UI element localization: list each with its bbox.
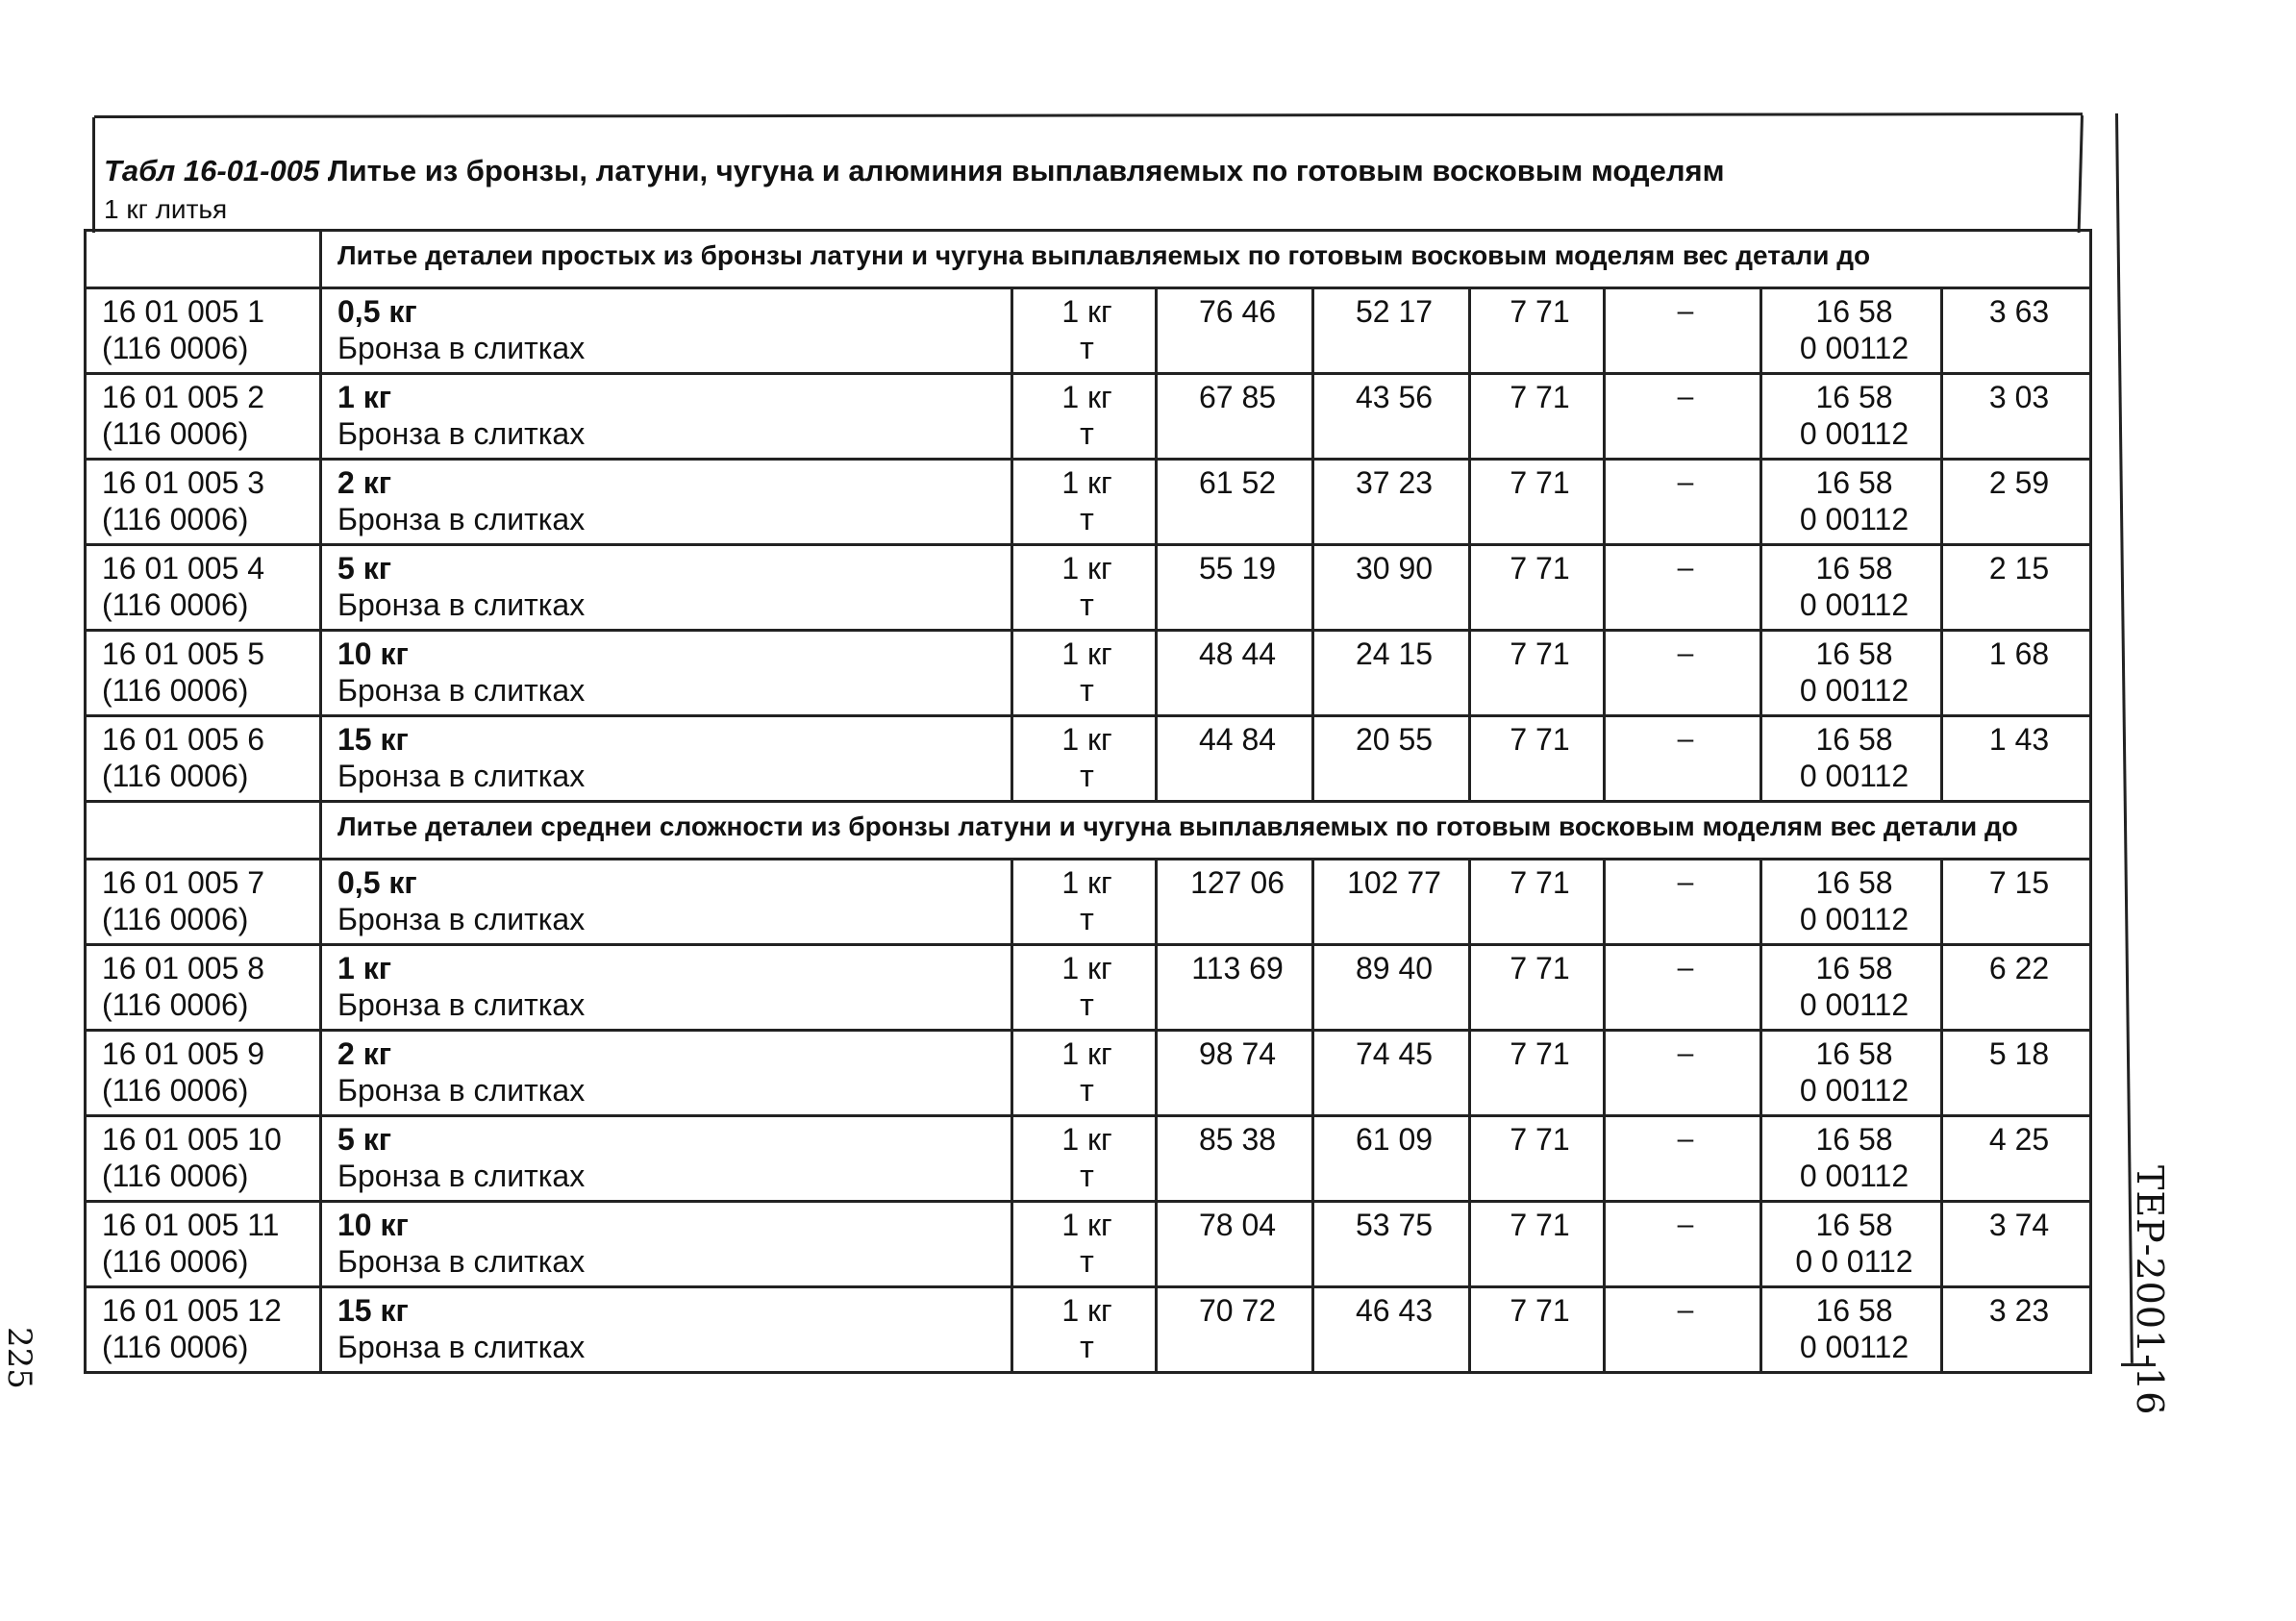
- measure-unit: 1 кг: [1061, 551, 1112, 586]
- value-v5: 16 58: [1815, 951, 1893, 985]
- material-name: Бронза в слитках: [337, 902, 586, 936]
- value-cell-v3: [1470, 1031, 1605, 1116]
- unit-cell: [1012, 631, 1157, 716]
- document-code: ТЕР-2001-16: [2129, 1165, 2171, 1416]
- rates-table-body: [86, 231, 2091, 1373]
- value-cell-v1: [1157, 860, 1313, 945]
- value-v4: –: [1677, 381, 1694, 412]
- value-cell-v6: [1942, 716, 2091, 802]
- rate-code-cell: [86, 945, 321, 1031]
- frame-right-line: [2078, 115, 2084, 233]
- value-cell-v2: [1313, 1116, 1470, 1202]
- material-name: Бронза в слитках: [337, 587, 586, 622]
- value-cell-v1: [1157, 288, 1313, 374]
- material-unit: т: [1080, 673, 1094, 708]
- part-weight: 1 кг: [337, 380, 392, 414]
- value-cell-v3: [1470, 545, 1605, 631]
- work-name-cell: [321, 1202, 1012, 1287]
- material-unit: т: [1080, 502, 1094, 536]
- rate-code-cell: [86, 1116, 321, 1202]
- value-v4: –: [1677, 1037, 1694, 1069]
- value-v6: 3 74: [1988, 1208, 2050, 1242]
- work-name-cell: [321, 945, 1012, 1031]
- unit-cell: [1012, 288, 1157, 374]
- value-cell-v6: [1942, 945, 2091, 1031]
- material-name: Бронза в слитках: [337, 673, 586, 708]
- material-name: Бронза в слитках: [337, 1330, 586, 1364]
- value-cell-v2: [1313, 716, 1470, 802]
- work-name-cell: [321, 545, 1012, 631]
- table-row: [86, 945, 2091, 1031]
- material-unit: т: [1080, 331, 1094, 365]
- value-v2: 46 43: [1355, 1293, 1434, 1328]
- part-weight: 15 кг: [337, 722, 409, 757]
- value-cell-v2: [1313, 1202, 1470, 1287]
- value-cell-v3: [1470, 1202, 1605, 1287]
- value-cell-v4: [1605, 1116, 1761, 1202]
- unit-cell: [1012, 945, 1157, 1031]
- value-v6: 7 15: [1988, 865, 2050, 900]
- work-name-cell: [321, 716, 1012, 802]
- table-row: [86, 1031, 2091, 1116]
- unit-cell: [1012, 374, 1157, 460]
- material-quantity: 0 00112: [1799, 1159, 1909, 1193]
- measure-unit: 1 кг: [1061, 722, 1112, 757]
- value-cell-v4: [1605, 1202, 1761, 1287]
- material-quantity: 0 00112: [1799, 673, 1909, 708]
- value-cell-v1: [1157, 945, 1313, 1031]
- value-v3: 7 71: [1510, 1208, 1570, 1242]
- value-cell-v4: [1605, 374, 1761, 460]
- table-row: [86, 1202, 2091, 1287]
- value-v2: 37 23: [1355, 465, 1434, 500]
- value-v3: 7 71: [1510, 294, 1570, 329]
- measurement-unit: 1 кг литья: [104, 194, 228, 224]
- material-quantity: 0 00112: [1799, 1073, 1909, 1108]
- unit-cell: [1012, 1202, 1157, 1287]
- resource-code: (116 0006): [102, 502, 249, 536]
- section-header: Литье деталеи среднеи сложности из бронзы латуни и чугуна выплавляемых по готовым восковым моделям вес детали до: [321, 802, 2091, 860]
- resource-code: (116 0006): [102, 902, 249, 936]
- value-v3: 7 71: [1510, 636, 1570, 671]
- frame-top-line: [94, 112, 2083, 118]
- value-cell-v3: [1470, 1287, 1605, 1373]
- work-name-cell: [321, 460, 1012, 545]
- resource-code: (116 0006): [102, 1073, 249, 1108]
- value-cell-v6: [1942, 460, 2091, 545]
- material-unit: т: [1080, 987, 1094, 1022]
- value-v3: 7 71: [1510, 1122, 1570, 1157]
- rate-code: 16 01 005 2: [102, 380, 265, 414]
- value-v5: 16 58: [1815, 865, 1893, 900]
- work-name-cell: [321, 288, 1012, 374]
- value-v2: 89 40: [1355, 951, 1434, 985]
- measure-unit: 1 кг: [1061, 865, 1112, 900]
- value-cell-v3: [1470, 1116, 1605, 1202]
- rate-code: 16 01 005 8: [102, 951, 265, 985]
- value-cell-v5: [1761, 288, 1942, 374]
- value-cell-v6: [1942, 288, 2091, 374]
- value-v1: 85 38: [1198, 1122, 1277, 1157]
- resource-code: (116 0006): [102, 673, 249, 708]
- unit-cell: [1012, 1116, 1157, 1202]
- measure-unit: 1 кг: [1061, 1122, 1112, 1157]
- table-row: [86, 460, 2091, 545]
- value-cell-v3: [1470, 374, 1605, 460]
- work-name-cell: [321, 1287, 1012, 1373]
- value-cell-v5: [1761, 1116, 1942, 1202]
- table-row: [86, 288, 2091, 374]
- value-v1: 61 52: [1198, 465, 1277, 500]
- value-v5: 16 58: [1815, 1122, 1893, 1157]
- rates-table: [84, 229, 2092, 1374]
- value-cell-v1: [1157, 631, 1313, 716]
- value-v3: 7 71: [1510, 951, 1570, 985]
- rate-code: 16 01 005 1: [102, 294, 265, 329]
- value-cell-v5: [1761, 1202, 1942, 1287]
- value-v5: 16 58: [1815, 294, 1893, 329]
- rate-code-cell: [86, 631, 321, 716]
- value-cell-v5: [1761, 1031, 1942, 1116]
- value-v6: 3 23: [1988, 1293, 2050, 1328]
- value-cell-v4: [1605, 860, 1761, 945]
- page-number: 225: [0, 1327, 38, 1389]
- material-unit: т: [1080, 1330, 1094, 1364]
- value-v4: –: [1677, 552, 1694, 584]
- value-v1: 48 44: [1198, 636, 1277, 671]
- unit-cell: [1012, 860, 1157, 945]
- frame-left-line: [92, 117, 95, 233]
- measure-unit: 1 кг: [1061, 380, 1112, 414]
- value-v3: 7 71: [1510, 551, 1570, 586]
- value-v5: 16 58: [1815, 380, 1893, 414]
- value-cell-v3: [1470, 945, 1605, 1031]
- value-v5: 16 58: [1815, 636, 1893, 671]
- value-cell-v5: [1761, 860, 1942, 945]
- rate-code: 16 01 005 4: [102, 551, 265, 586]
- value-v6: 1 68: [1988, 636, 2050, 671]
- measure-unit: 1 кг: [1061, 951, 1112, 985]
- part-weight: 10 кг: [337, 1208, 409, 1242]
- value-cell-v4: [1605, 288, 1761, 374]
- part-weight: 0,5 кг: [337, 294, 417, 329]
- value-v3: 7 71: [1510, 465, 1570, 500]
- measure-unit: 1 кг: [1061, 636, 1112, 671]
- measure-unit: 1 кг: [1061, 465, 1112, 500]
- value-v6: 3 03: [1988, 380, 2050, 414]
- section-header: Литье деталеи простых из бронзы латуни и чугуна выплавляемых по готовым восковым моделям вес детали до: [321, 231, 2091, 288]
- rate-code-cell: [86, 1031, 321, 1116]
- rate-code: 16 01 005 3: [102, 465, 265, 500]
- value-cell-v2: [1313, 374, 1470, 460]
- material-name: Бронза в слитках: [337, 331, 586, 365]
- work-name-cell: [321, 631, 1012, 716]
- value-v1: 67 85: [1198, 380, 1277, 414]
- table-title: [104, 154, 1725, 188]
- value-v1: 98 74: [1198, 1036, 1277, 1071]
- value-v4: –: [1677, 1123, 1694, 1155]
- part-weight: 0,5 кг: [337, 865, 417, 900]
- value-cell-v5: [1761, 945, 1942, 1031]
- value-v2: 52 17: [1355, 294, 1434, 329]
- unit-cell: [1012, 1287, 1157, 1373]
- value-cell-v2: [1313, 460, 1470, 545]
- rate-code-cell: [86, 716, 321, 802]
- resource-code: (116 0006): [102, 587, 249, 622]
- value-v1: 55 19: [1198, 551, 1277, 586]
- value-cell-v5: [1761, 374, 1942, 460]
- rate-code: 16 01 005 7: [102, 865, 265, 900]
- value-v2: 24 15: [1355, 636, 1434, 671]
- table-row: [86, 1287, 2091, 1373]
- work-name-cell: [321, 1116, 1012, 1202]
- material-quantity: 0 00112: [1799, 987, 1909, 1022]
- rate-code: 16 01 005 5: [102, 636, 265, 671]
- value-cell-v2: [1313, 631, 1470, 716]
- measure-unit: 1 кг: [1061, 294, 1112, 329]
- section-header-empty-cell: [86, 802, 321, 860]
- material-quantity: 0 00112: [1799, 587, 1909, 622]
- table-title-text: Литье из бронзы, латуни, чугуна и алюминия выплавляемых по готовым восковым моделям: [319, 154, 1725, 187]
- material-quantity: 0 00112: [1799, 502, 1909, 536]
- value-v6: 1 43: [1988, 722, 2050, 757]
- value-cell-v4: [1605, 631, 1761, 716]
- resource-code: (116 0006): [102, 331, 249, 365]
- value-v1: 113 69: [1191, 951, 1284, 985]
- value-v4: –: [1677, 1294, 1694, 1326]
- rate-code: 16 01 005 10: [102, 1122, 282, 1157]
- value-cell-v2: [1313, 860, 1470, 945]
- table-row: [86, 860, 2091, 945]
- value-cell-v3: [1470, 288, 1605, 374]
- part-weight: 10 кг: [337, 636, 409, 671]
- value-cell-v1: [1157, 1202, 1313, 1287]
- value-cell-v1: [1157, 545, 1313, 631]
- material-name: Бронза в слитках: [337, 416, 586, 451]
- value-v2: 30 90: [1355, 551, 1434, 586]
- work-name-cell: [321, 1031, 1012, 1116]
- unit-cell: [1012, 460, 1157, 545]
- value-v1: 76 46: [1198, 294, 1277, 329]
- value-v4: –: [1677, 952, 1694, 984]
- material-name: Бронза в слитках: [337, 502, 586, 536]
- value-v6: 3 63: [1988, 294, 2050, 329]
- value-cell-v1: [1157, 1116, 1313, 1202]
- part-weight: 1 кг: [337, 951, 392, 985]
- rate-code-cell: [86, 460, 321, 545]
- section-header-empty-cell: [86, 231, 321, 288]
- material-quantity: 0 00112: [1799, 331, 1909, 365]
- value-v1: 78 04: [1198, 1208, 1277, 1242]
- value-v2: 43 56: [1355, 380, 1434, 414]
- resource-code: (116 0006): [102, 759, 249, 793]
- material-unit: т: [1080, 759, 1094, 793]
- value-cell-v4: [1605, 460, 1761, 545]
- value-v5: 16 58: [1815, 1208, 1893, 1242]
- rate-code: 16 01 005 9: [102, 1036, 265, 1071]
- part-weight: 2 кг: [337, 465, 392, 500]
- rate-code: 16 01 005 6: [102, 722, 265, 757]
- value-v5: 16 58: [1815, 722, 1893, 757]
- material-name: Бронза в слитках: [337, 1073, 586, 1108]
- value-v4: –: [1677, 866, 1694, 898]
- value-v2: 61 09: [1355, 1122, 1434, 1157]
- resource-code: (116 0006): [102, 1244, 249, 1279]
- value-cell-v4: [1605, 716, 1761, 802]
- value-cell-v6: [1942, 860, 2091, 945]
- rate-code: 16 01 005 12: [102, 1293, 282, 1328]
- value-v3: 7 71: [1510, 722, 1570, 757]
- value-v5: 16 58: [1815, 1036, 1893, 1071]
- part-weight: 15 кг: [337, 1293, 409, 1328]
- material-quantity: 0 0 0112: [1795, 1244, 1913, 1279]
- table-row: [86, 1116, 2091, 1202]
- value-cell-v5: [1761, 460, 1942, 545]
- value-v6: 2 59: [1988, 465, 2050, 500]
- rate-code-cell: [86, 860, 321, 945]
- value-cell-v3: [1470, 460, 1605, 545]
- value-v3: 7 71: [1510, 865, 1570, 900]
- value-cell-v1: [1157, 1031, 1313, 1116]
- value-cell-v6: [1942, 1287, 2091, 1373]
- value-cell-v6: [1942, 1116, 2091, 1202]
- value-v6: 6 22: [1988, 951, 2050, 985]
- material-unit: т: [1080, 902, 1094, 936]
- value-v5: 16 58: [1815, 465, 1893, 500]
- value-v3: 7 71: [1510, 380, 1570, 414]
- unit-cell: [1012, 716, 1157, 802]
- value-cell-v6: [1942, 545, 2091, 631]
- value-v1: 44 84: [1198, 722, 1277, 757]
- value-cell-v3: [1470, 716, 1605, 802]
- unit-cell: [1012, 545, 1157, 631]
- work-name-cell: [321, 860, 1012, 945]
- value-cell-v6: [1942, 1202, 2091, 1287]
- value-v4: –: [1677, 637, 1694, 669]
- resource-code: (116 0006): [102, 416, 249, 451]
- resource-code: (116 0006): [102, 1330, 249, 1364]
- material-name: Бронза в слитках: [337, 1159, 586, 1193]
- value-v3: 7 71: [1510, 1293, 1570, 1328]
- value-cell-v2: [1313, 1031, 1470, 1116]
- section-header-row: [86, 802, 2091, 860]
- measure-unit: 1 кг: [1061, 1293, 1112, 1328]
- value-v2: 74 45: [1355, 1036, 1434, 1071]
- value-v2: 53 75: [1355, 1208, 1434, 1242]
- material-name: Бронза в слитках: [337, 987, 586, 1022]
- value-v6: 2 15: [1988, 551, 2050, 586]
- rate-code-cell: [86, 1287, 321, 1373]
- value-cell-v5: [1761, 1287, 1942, 1373]
- value-v4: –: [1677, 723, 1694, 755]
- table-row: [86, 374, 2091, 460]
- value-cell-v1: [1157, 1287, 1313, 1373]
- table-row: [86, 545, 2091, 631]
- value-cell-v1: [1157, 716, 1313, 802]
- material-quantity: 0 00112: [1799, 759, 1909, 793]
- value-cell-v3: [1470, 631, 1605, 716]
- value-cell-v5: [1761, 716, 1942, 802]
- value-v1: 127 06: [1190, 865, 1285, 900]
- material-quantity: 0 00112: [1799, 902, 1909, 936]
- value-cell-v5: [1761, 545, 1942, 631]
- value-cell-v6: [1942, 1031, 2091, 1116]
- value-v4: –: [1677, 295, 1694, 327]
- part-weight: 5 кг: [337, 551, 392, 586]
- material-unit: т: [1080, 587, 1094, 622]
- rate-code-cell: [86, 1202, 321, 1287]
- value-cell-v4: [1605, 1031, 1761, 1116]
- value-v3: 7 71: [1510, 1036, 1570, 1071]
- measure-unit: 1 кг: [1061, 1036, 1112, 1071]
- value-cell-v4: [1605, 545, 1761, 631]
- unit-cell: [1012, 1031, 1157, 1116]
- value-v2: 102 77: [1347, 865, 1441, 900]
- rate-code-cell: [86, 374, 321, 460]
- material-unit: т: [1080, 1159, 1094, 1193]
- value-cell-v6: [1942, 374, 2091, 460]
- table-row: [86, 631, 2091, 716]
- value-cell-v3: [1470, 860, 1605, 945]
- rate-code-cell: [86, 288, 321, 374]
- part-weight: 5 кг: [337, 1122, 392, 1157]
- material-quantity: 0 00112: [1799, 416, 1909, 451]
- value-cell-v4: [1605, 1287, 1761, 1373]
- table-number: Табл 16-01-005: [104, 154, 320, 187]
- value-cell-v4: [1605, 945, 1761, 1031]
- value-v1: 70 72: [1198, 1293, 1277, 1328]
- value-cell-v2: [1313, 545, 1470, 631]
- value-cell-v1: [1157, 374, 1313, 460]
- part-weight: 2 кг: [337, 1036, 392, 1071]
- value-v5: 16 58: [1815, 1293, 1893, 1328]
- value-cell-v2: [1313, 1287, 1470, 1373]
- table-row: [86, 716, 2091, 802]
- value-cell-v2: [1313, 288, 1470, 374]
- value-v2: 20 55: [1355, 722, 1434, 757]
- value-cell-v1: [1157, 460, 1313, 545]
- material-name: Бронза в слитках: [337, 759, 586, 793]
- resource-code: (116 0006): [102, 987, 249, 1022]
- work-name-cell: [321, 374, 1012, 460]
- material-unit: т: [1080, 416, 1094, 451]
- material-unit: т: [1080, 1244, 1094, 1279]
- material-unit: т: [1080, 1073, 1094, 1108]
- material-quantity: 0 00112: [1799, 1330, 1909, 1364]
- section-header-row: [86, 231, 2091, 288]
- resource-code: (116 0006): [102, 1159, 249, 1193]
- value-v4: –: [1677, 466, 1694, 498]
- material-name: Бронза в слитках: [337, 1244, 586, 1279]
- value-cell-v5: [1761, 631, 1942, 716]
- value-v5: 16 58: [1815, 551, 1893, 586]
- value-v4: –: [1677, 1209, 1694, 1240]
- rate-code-cell: [86, 545, 321, 631]
- rate-code: 16 01 005 11: [102, 1208, 280, 1242]
- value-cell-v2: [1313, 945, 1470, 1031]
- value-v6: 5 18: [1988, 1036, 2050, 1071]
- value-cell-v6: [1942, 631, 2091, 716]
- value-v6: 4 25: [1988, 1122, 2050, 1157]
- measure-unit: 1 кг: [1061, 1208, 1112, 1242]
